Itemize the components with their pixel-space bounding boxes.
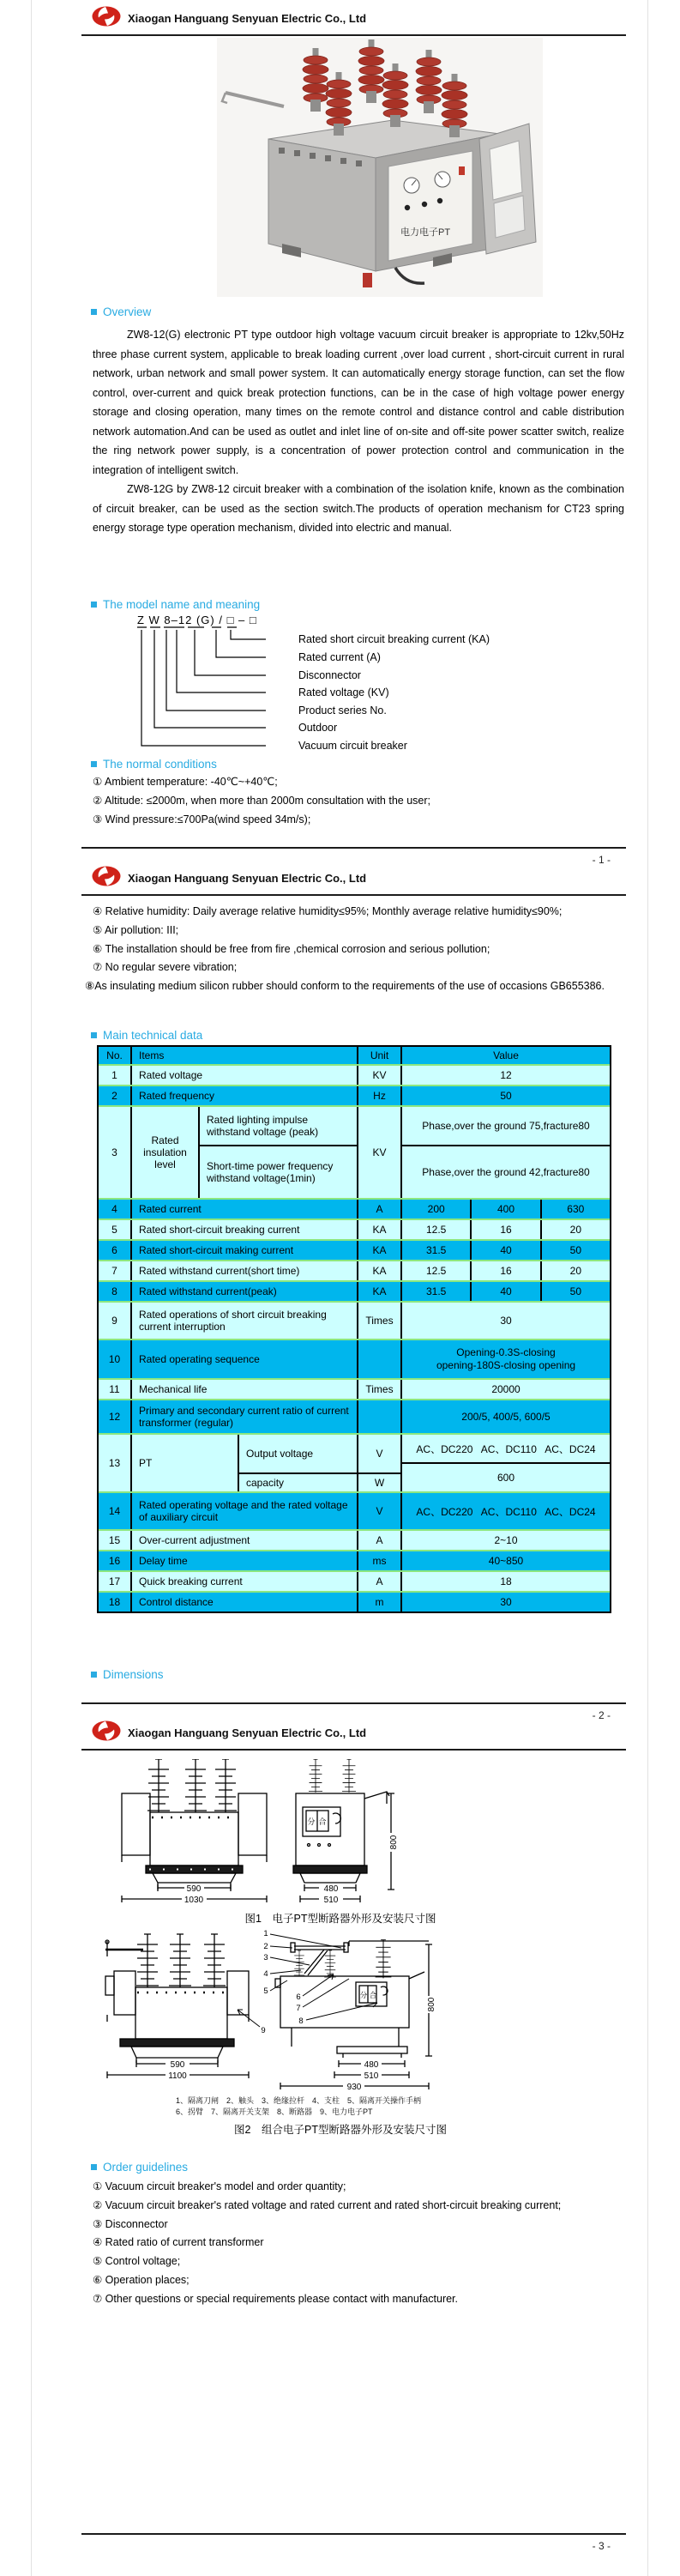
company-logo-icon <box>92 866 121 888</box>
condition-item: ④ Relative humidity: Daily average relative humidity≤95%; Monthly average relative humidity≤90%; <box>93 905 563 917</box>
cell-item: Primary and secondary current ratio of current transformer (regular) <box>130 1400 357 1433</box>
cell-value: 630 <box>540 1200 610 1218</box>
section-bullet <box>91 1032 97 1038</box>
cell-item: Rated current <box>130 1200 357 1218</box>
cell-item: Rated operations of short circuit breaking current interruption <box>130 1303 357 1339</box>
cell-value: 20 <box>540 1220 610 1239</box>
model-meaning-diagram <box>81 613 613 759</box>
cell-no: 7 <box>111 1265 117 1277</box>
table-row <box>99 1260 610 1280</box>
cell-unit: KV <box>357 1066 400 1085</box>
cell-value: AC、DC220 AC、DC110 AC、DC24 <box>416 1442 596 1455</box>
cell-value: 600 <box>402 1462 610 1491</box>
cell-value: Phase,over the ground 42,fracture80 <box>402 1145 610 1198</box>
cell-value: 12 <box>400 1066 610 1085</box>
cell-no: 2 <box>111 1090 117 1102</box>
section-bullet <box>91 1672 97 1678</box>
cell-item: Rated operating voltage and the rated voltage of auxiliary circuit <box>130 1493 357 1529</box>
connector-lines <box>141 630 266 746</box>
callout: 3 <box>263 1953 268 1962</box>
section-bullet <box>91 602 97 608</box>
parts-line: 1、隔离刀闸 2、触头 3、绝缘拉杆 4、支柱 5、隔离开关操作手柄 <box>176 2096 422 2105</box>
cell-no: 11 <box>109 1383 120 1395</box>
cell-item: Rated withstand current(short time) <box>130 1261 357 1280</box>
cell-no: 8 <box>111 1285 117 1297</box>
condition-item: ⑥ The installation should be free from fire ,chemical corrosion and serious pollution; <box>93 942 490 955</box>
cell-value: 31.5 <box>400 1282 470 1301</box>
fig2-callout-leaders <box>238 1934 377 2027</box>
cell-unit: Hz <box>357 1086 400 1105</box>
company-name: Xiaogan Hanguang Senyuan Electric Co., Ltd <box>128 872 367 885</box>
cell-group: Rated insulation level <box>130 1107 198 1198</box>
model-label: Outdoor <box>298 722 338 734</box>
table-row <box>99 1218 610 1239</box>
cell-no: 14 <box>108 1505 121 1517</box>
cell-value: 12.5 <box>400 1261 470 1280</box>
cell-value: 50 <box>540 1282 610 1301</box>
cell-unit: m <box>357 1593 400 1612</box>
dim-label: 930 <box>346 2083 362 2092</box>
page2-header <box>81 863 626 896</box>
condition-item: ⑤ Air pollution: III; <box>93 923 179 936</box>
company-name: Xiaogan Hanguang Senyuan Electric Co., Ltd <box>128 1726 367 1739</box>
cell-unit: A <box>357 1572 400 1591</box>
cell-item: Quick breaking current <box>130 1572 357 1591</box>
cell-item: Rated frequency <box>130 1086 357 1105</box>
callout: 9 <box>261 2026 266 2035</box>
page-left-edge-line <box>31 0 32 2576</box>
cell-value: 31.5 <box>400 1241 470 1260</box>
svg-text:合: 合 <box>369 1991 377 1999</box>
cell-unit: W <box>358 1472 400 1491</box>
callout: 7 <box>296 2004 301 2013</box>
panel-red-button <box>459 166 465 175</box>
dim-label: 1030 <box>184 1896 204 1905</box>
table-row <box>99 1550 610 1570</box>
order-item: ③ Disconnector <box>93 2217 168 2230</box>
order-item: ④ Rated ratio of current transformer <box>93 2236 264 2249</box>
cell-no: 1 <box>111 1069 117 1081</box>
overview-text <box>93 325 624 538</box>
col-header-items: Items <box>130 1047 357 1064</box>
order-item: ⑦ Other questions or special requirements please contact with manufacturer. <box>93 2292 459 2305</box>
section-overview <box>91 305 151 318</box>
condition-item: ② Altitude: ≤2000m, when more than 2000m consultation with the user; <box>93 794 430 807</box>
parts-line: 6、拐臂 7、隔离开关支架 8、断路器 9、电力电子PT <box>176 2107 373 2116</box>
normal-conditions-list-1 <box>93 773 628 829</box>
cell-unit: ms <box>357 1551 400 1570</box>
cell-unit: KA <box>357 1261 400 1280</box>
figure1-drawing <box>103 1759 515 1907</box>
condition-item: ⑦ No regular severe vibration; <box>93 961 238 974</box>
handle-red <box>363 273 372 287</box>
cell-subitem: Rated lighting impulse withstand voltage (peak) <box>207 1114 319 1138</box>
page-right-edge-line <box>647 0 648 2576</box>
fig1-front-view <box>122 1759 267 1902</box>
section-title: Order guidelines <box>103 2161 189 2174</box>
order-item: ② Vacuum circuit breaker's rated voltage and rated current and rated short-circuit breaking current; <box>93 2198 562 2211</box>
table-row <box>99 1591 610 1612</box>
normal-conditions-list-2 <box>85 903 628 996</box>
col-header-value: Value <box>400 1047 610 1064</box>
cell-value: 50 <box>540 1241 610 1260</box>
page3-footer-rule <box>81 2533 626 2535</box>
overview-paragraph: ZW8-12G by ZW8-12 circuit breaker with a combination of the isolation knife, known as the combination of circuit breaker, can be used as the section switch.The products of operation mechanism for CT23 spring energy storage type operation mechanism, divided into electric and manual. <box>93 483 624 534</box>
cell-value: 40~850 <box>400 1551 610 1570</box>
col-header-no: No. <box>106 1049 123 1061</box>
cell-value: Opening-0.3S-closing opening-180S-closing opening <box>436 1346 576 1371</box>
model-label: Rated voltage (KV) <box>298 686 389 698</box>
svg-text:合: 合 <box>318 1817 327 1826</box>
condition-item: ③ Wind pressure:≤700Pa(wind speed 34m/s); <box>93 813 311 825</box>
fig1-side-view <box>293 1759 394 1902</box>
panel-knob <box>437 198 442 203</box>
cell-no: 16 <box>108 1555 121 1567</box>
door-inner-label <box>490 141 522 200</box>
cell-value: 30 <box>400 1303 610 1339</box>
table-row <box>99 1491 610 1529</box>
table-row <box>99 1529 610 1550</box>
dim-label: 480 <box>323 1884 339 1894</box>
section-bullet <box>91 761 97 767</box>
cell-subitem: capacity <box>239 1472 357 1491</box>
fig2-side-view <box>275 1940 432 2089</box>
cell-value: AC、DC220 AC、DC110 AC、DC24 <box>400 1493 610 1529</box>
fig2-callout-numbers <box>261 1929 303 2035</box>
order-item: ⑤ Control voltage; <box>93 2255 181 2268</box>
section-title: Main technical data <box>103 1029 203 1042</box>
order-item: ① Vacuum circuit breaker's model and order quantity; <box>93 2180 346 2192</box>
section-dimensions <box>91 1668 164 1681</box>
cell-value: 16 <box>470 1261 539 1280</box>
cell-value: 30 <box>400 1593 610 1612</box>
cell-value: 20 <box>540 1261 610 1280</box>
page2-footer-rule <box>81 1702 626 1704</box>
dim-label: 510 <box>364 2071 379 2081</box>
table-header-row <box>99 1047 610 1064</box>
order-guidelines-list <box>93 2178 628 2309</box>
model-label: Disconnector <box>298 669 361 681</box>
callout: 4 <box>263 1969 268 1979</box>
cell-no: 4 <box>111 1203 117 1215</box>
company-logo-icon <box>92 1720 121 1743</box>
overview-paragraph: ZW8-12(G) electronic PT type outdoor high voltage vacuum circuit breaker is appropriate to 12kv,50Hz three phase current system, applicable to break loading current ,over load current , short-circuit current in rural network, urban network and small power system. It can automatically energy storage function, can set the flow control, over-current and quick break protection functions, can be in the case of high voltage power energy storage and closing operation, many times on the remote control and distance control and cable distribution network automation.And can be used as outlet and inlet line of on-site and off-site power scatter switch, realize the ring network power supply, is a concentration of power protection control and communication in the integration of intelligent switch. <box>93 329 624 476</box>
section-title: Dimensions <box>103 1668 164 1681</box>
cell-no: 3 <box>111 1146 117 1158</box>
cell-unit: A <box>357 1531 400 1550</box>
table-row <box>99 1301 610 1339</box>
cell-group: PT <box>130 1435 238 1491</box>
cell-unit <box>357 1340 400 1378</box>
model-label: Product series No. <box>298 704 387 717</box>
table-row <box>99 1239 610 1260</box>
cell-unit: A <box>357 1200 400 1218</box>
cell-no: 15 <box>108 1534 121 1546</box>
dim-label: 590 <box>170 2060 185 2070</box>
cell-item: Over-current adjustment <box>130 1531 357 1550</box>
cell-value: 40 <box>470 1241 539 1260</box>
cell-no: 13 <box>108 1457 121 1469</box>
cell-subitem: Short-time power frequency withstand voltage(1min) <box>200 1145 357 1198</box>
model-label: Vacuum circuit breaker <box>298 740 407 752</box>
cell-unit: KV <box>357 1107 400 1198</box>
cell-value: Phase,over the ground 75,fracture80 <box>422 1120 590 1132</box>
dim-label: 800 <box>389 1835 399 1850</box>
page3-number: - 3 - <box>592 2540 611 2552</box>
cell-unit: KA <box>357 1220 400 1239</box>
cell-value: 20000 <box>400 1380 610 1399</box>
table-row <box>99 1570 610 1591</box>
section-order-guidelines <box>91 2161 188 2174</box>
table-row <box>99 1280 610 1301</box>
cell-item: Rated short-circuit making current <box>130 1241 357 1260</box>
col-header-unit: Unit <box>357 1047 400 1064</box>
cell-item: Rated voltage <box>130 1066 357 1085</box>
table-row <box>99 1399 610 1433</box>
page2-number: - 2 - <box>592 1709 611 1721</box>
fig2-front-view <box>105 1934 249 2078</box>
company-name: Xiaogan Hanguang Senyuan Electric Co., Ltd <box>128 12 367 25</box>
door-inner-label <box>494 196 525 238</box>
table-row-insulation <box>99 1105 610 1198</box>
condition-item: ① Ambient temperature: -40℃~+40℃; <box>93 776 278 788</box>
cell-unit: V <box>376 1448 383 1460</box>
section-main-technical-data <box>91 1029 202 1042</box>
section-model-meaning <box>91 598 260 611</box>
cell-unit: KA <box>357 1241 400 1260</box>
cell-value: 2~10 <box>400 1531 610 1550</box>
page3-header <box>81 1718 626 1751</box>
table-row <box>99 1339 610 1378</box>
dim-label: 510 <box>323 1896 339 1905</box>
cell-no: 17 <box>108 1575 121 1587</box>
cell-unit <box>357 1400 400 1433</box>
cell-subitem: Output voltage <box>246 1448 314 1460</box>
callout: 5 <box>263 1986 268 1996</box>
cell-value: 200 <box>400 1200 470 1218</box>
svg-text:分: 分 <box>307 1817 316 1826</box>
cell-item: Rated operating sequence <box>130 1340 357 1378</box>
table-row-pt <box>99 1433 610 1491</box>
cell-value: 40 <box>470 1282 539 1301</box>
cell-unit: V <box>357 1493 400 1529</box>
order-item: ⑥ Operation places; <box>93 2273 190 2286</box>
figure2-drawing <box>81 1927 545 2095</box>
cell-unit: Times <box>357 1380 400 1399</box>
model-code: Z W 8–12 (G) / □ – □ <box>137 614 257 626</box>
page1-footer-rule <box>81 847 626 849</box>
dim-label: 1100 <box>168 2071 187 2081</box>
model-labels <box>298 633 490 752</box>
cell-value: 50 <box>400 1086 610 1105</box>
company-logo-icon <box>92 6 121 28</box>
dim-label: 480 <box>364 2060 379 2070</box>
cell-no: 6 <box>111 1244 117 1256</box>
cell-value: 400 <box>470 1200 539 1218</box>
panel-knob <box>405 205 410 210</box>
section-normal-conditions <box>91 758 217 771</box>
page1-number: - 1 - <box>592 854 611 866</box>
cell-no: 9 <box>111 1315 117 1327</box>
figure1-caption: 图1 电子PT型断路器外形及安装尺寸图 <box>244 1913 436 1925</box>
figure2-caption: 图2 组合电子PT型断路器外形及安装尺寸图 <box>234 2124 447 2136</box>
cell-value: 16 <box>470 1220 539 1239</box>
cell-item: Mechanical life <box>130 1380 357 1399</box>
panel-knob <box>422 202 427 207</box>
cell-unit: Times <box>357 1303 400 1339</box>
cell-value: 200/5, 400/5, 600/5 <box>400 1400 610 1433</box>
dim-label: 800 <box>427 1997 436 2012</box>
callout: 1 <box>263 1929 268 1938</box>
panel-label-text: 电力电子PT <box>400 227 451 238</box>
table-row <box>99 1198 610 1218</box>
callout: 8 <box>298 2017 304 2026</box>
section-title: The model name and meaning <box>103 598 261 611</box>
technical-data-table <box>97 1045 611 1613</box>
cell-item: Control distance <box>130 1593 357 1612</box>
figure2-parts-list <box>176 2095 570 2118</box>
section-title: Overview <box>103 305 152 318</box>
product-photo <box>217 38 543 297</box>
page1-header <box>81 3 626 36</box>
callout: 6 <box>296 1992 301 2002</box>
cell-item: Rated short-circuit breaking current <box>130 1220 357 1239</box>
callout: 2 <box>263 1942 268 1951</box>
table-row <box>99 1378 610 1399</box>
cell-item: Rated withstand current(peak) <box>130 1282 357 1301</box>
dim-label: 590 <box>186 1884 202 1894</box>
cell-value: 12.5 <box>400 1220 470 1239</box>
cell-item: Delay time <box>130 1551 357 1570</box>
model-label: Rated current (A) <box>298 651 381 663</box>
condition-item: ⑧As insulating medium silicon rubber should conform to the requirements of the use of occasions GB655386. <box>85 980 605 993</box>
cell-no: 18 <box>108 1596 121 1608</box>
cell-no: 10 <box>108 1353 121 1365</box>
model-label: Rated short circuit breaking current (KA) <box>298 633 490 645</box>
table-row <box>99 1064 610 1085</box>
table-row <box>99 1085 610 1105</box>
section-bullet <box>91 309 97 315</box>
cell-unit: KA <box>357 1282 400 1301</box>
section-bullet <box>91 2164 97 2170</box>
cell-value: 18 <box>400 1572 610 1591</box>
section-title: The normal conditions <box>103 758 217 771</box>
cell-no: 12 <box>108 1411 121 1423</box>
svg-text:分: 分 <box>359 1991 368 1999</box>
cell-no: 5 <box>111 1224 117 1236</box>
